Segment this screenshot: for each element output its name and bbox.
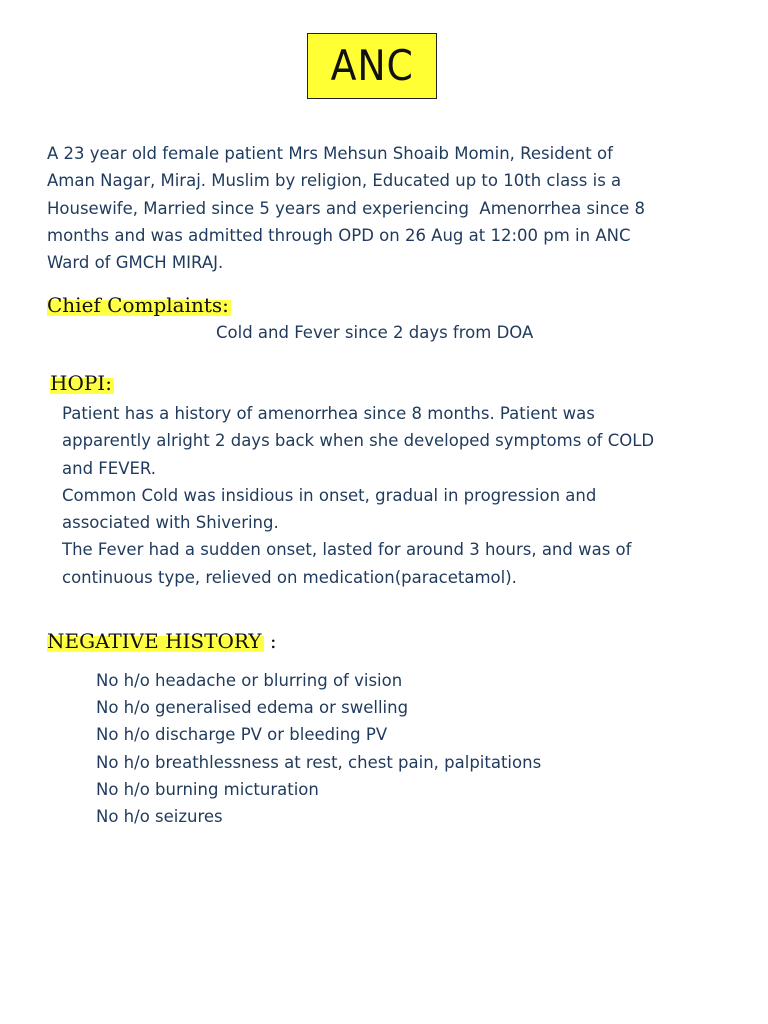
hopi-line: The Fever had a sudden onset, lasted for around 3 hours, and was of (62, 540, 632, 560)
intro-line: months and was admitted through OPD on 26 Aug at 12:00 pm in ANC (47, 225, 631, 245)
hopi-line: Common Cold was insidious in onset, gradual in progression and (62, 485, 597, 505)
chief-complaints-heading-text: Chief Complaints: (47, 293, 229, 317)
hopi-heading (50, 370, 114, 396)
chief-complaints-heading (47, 292, 231, 318)
hopi-line: associated with Shivering. (62, 513, 279, 533)
hopi-line: continuous type, relieved on medication(paracetamol). (62, 567, 517, 587)
negative-history-heading-text: NEGATIVE HISTORY (47, 629, 262, 653)
negative-history-list (96, 667, 541, 830)
list-item: No h/o generalised edema or swelling (96, 698, 409, 718)
negative-history-heading (47, 628, 277, 654)
hopi-paragraph (62, 400, 752, 591)
list-item: No h/o headache or blurring of vision (96, 671, 403, 690)
intro-line: A 23 year old female patient Mrs Mehsun Shoaib Momin, Resident of (47, 144, 613, 163)
list-item: No h/o seizures (96, 807, 223, 827)
hopi-line: and FEVER. (62, 458, 157, 478)
hopi-line: Patient has a history of amenorrhea since 8 months. Patient was (62, 404, 595, 423)
chief-complaints-text: Cold and Fever since 2 days from DOA (216, 323, 534, 342)
intro-paragraph (47, 140, 747, 276)
list-item: No h/o breathlessness at rest, chest pain, palpitations (96, 752, 542, 772)
hopi-heading-text: HOPI: (50, 371, 112, 395)
list-item: No h/o burning micturation (96, 779, 319, 799)
intro-line: Aman Nagar, Miraj. Muslim by religion, Educated up to 10th class is a (47, 171, 622, 191)
negative-history-heading-suffix: : (263, 629, 277, 653)
page-title: ANC (330, 41, 414, 90)
title-box (307, 33, 437, 99)
list-item: No h/o discharge PV or bleeding PV (96, 725, 388, 745)
hopi-line: apparently alright 2 days back when she developed symptoms of COLD (62, 431, 655, 451)
intro-line: Housewife, Married since 5 years and experiencing Amenorrhea since 8 (47, 198, 646, 218)
intro-line: Ward of GMCH MIRAJ. (47, 253, 224, 273)
